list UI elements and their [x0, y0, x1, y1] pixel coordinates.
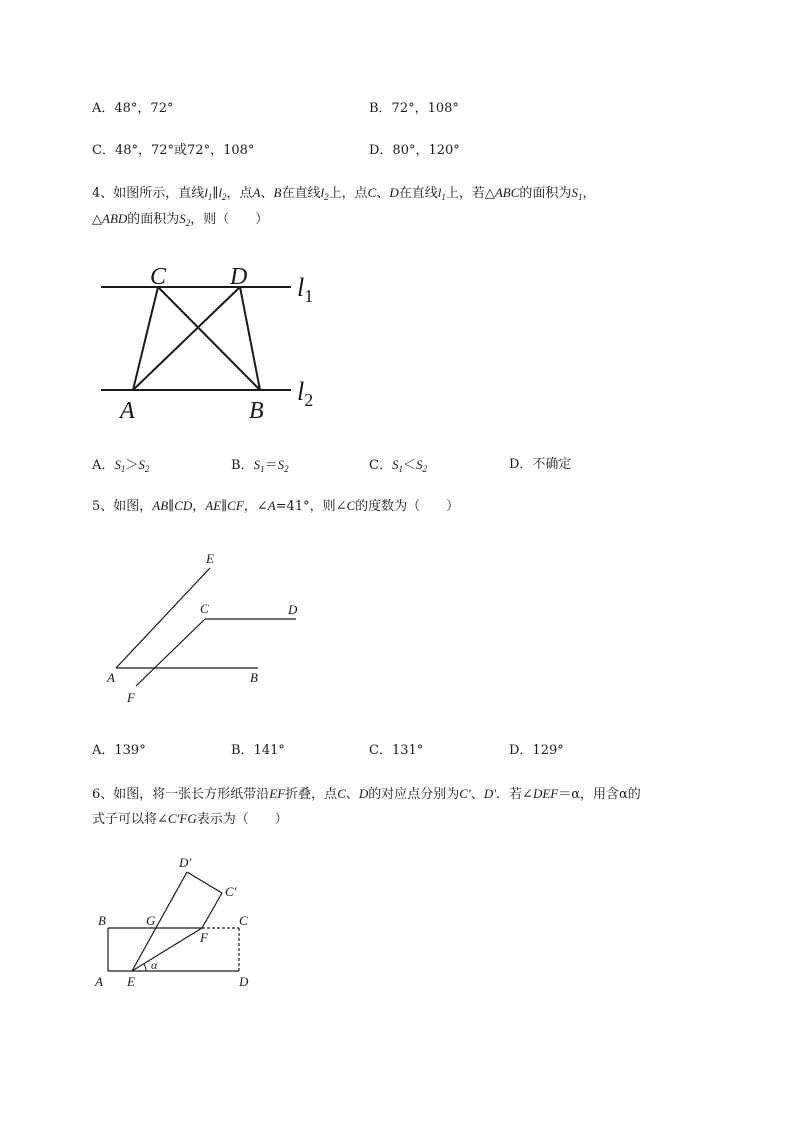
- q6-label-c: C: [239, 913, 248, 928]
- q5-option-c: C．131°: [369, 743, 424, 758]
- q6-label-a: A: [95, 974, 103, 989]
- q4-label-l2: $l_2$: [297, 377, 314, 410]
- q4-label-d: D: [230, 264, 248, 290]
- q4-label-a: A: [120, 398, 135, 424]
- q4-option-c: C．$S_1<S_2$: [369, 457, 427, 474]
- q5-label-f: F: [127, 690, 135, 705]
- q4-label-b: B: [249, 398, 264, 424]
- q5-label-e: E: [206, 551, 214, 566]
- q5-option-a: A．139°: [92, 743, 146, 758]
- q5-stem: 5、如图，AB∥CD，AE∥CF，∠A=41°，则∠C的度数为（ ）: [92, 498, 460, 514]
- q4-figure: [95, 258, 335, 428]
- q5-option-b: B．141°: [231, 743, 285, 758]
- q4-stem-line2: △ABD的面积为$S_2$，则（ ）: [92, 211, 269, 228]
- q6-label-d: D: [239, 974, 249, 989]
- q3-option-a: A．48°，72°: [92, 101, 174, 116]
- q4-option-a: A．$S_1>S_2$: [92, 457, 150, 474]
- q6-label-b: B: [98, 913, 106, 928]
- q6-figure: [90, 850, 265, 995]
- q6-label-g: G: [146, 913, 156, 928]
- q6-label-f: F: [200, 930, 208, 945]
- q4-label-c: C: [150, 264, 167, 290]
- q5-label-b: B: [250, 670, 258, 685]
- q5-label-a: A: [107, 670, 115, 685]
- q5-figure: [100, 548, 310, 708]
- q5-label-c: C: [200, 601, 209, 616]
- q3-option-c: C．48°，72°或72°，108°: [92, 143, 255, 158]
- q6-label-e: E: [127, 974, 135, 989]
- q4-label-l1: $l_1$: [297, 273, 314, 306]
- q3-option-b: B．72°，108°: [369, 101, 459, 116]
- q6-label-dprime: D′: [179, 855, 192, 870]
- q4-option-b: B．$S_1=S_2$: [231, 457, 289, 474]
- q6-label-alpha: α: [151, 958, 158, 972]
- q3-option-d: D．80°，120°: [369, 143, 460, 158]
- q6-label-cprime: C′: [225, 884, 237, 899]
- q5-label-d: D: [288, 602, 298, 617]
- q4-stem-line1: 4、如图所示，直线$l_1\parallel l_2$，点A、B在直线$l_2$上，点C、D在直线$l_1$上，若△ABC的面积为$S_1$，: [92, 185, 596, 202]
- q4-option-d: D．不确定: [509, 457, 572, 472]
- q6-stem-line2: 式子可以将∠C′FG表示为（ ）: [92, 811, 288, 827]
- q6-stem-line1: 6、如图，将一张长方形纸带沿EF折叠，点C、D的对应点分别为C′、D′．若∠DEF＝α，用含α的: [92, 786, 641, 802]
- q5-option-d: D．129°: [509, 743, 564, 758]
